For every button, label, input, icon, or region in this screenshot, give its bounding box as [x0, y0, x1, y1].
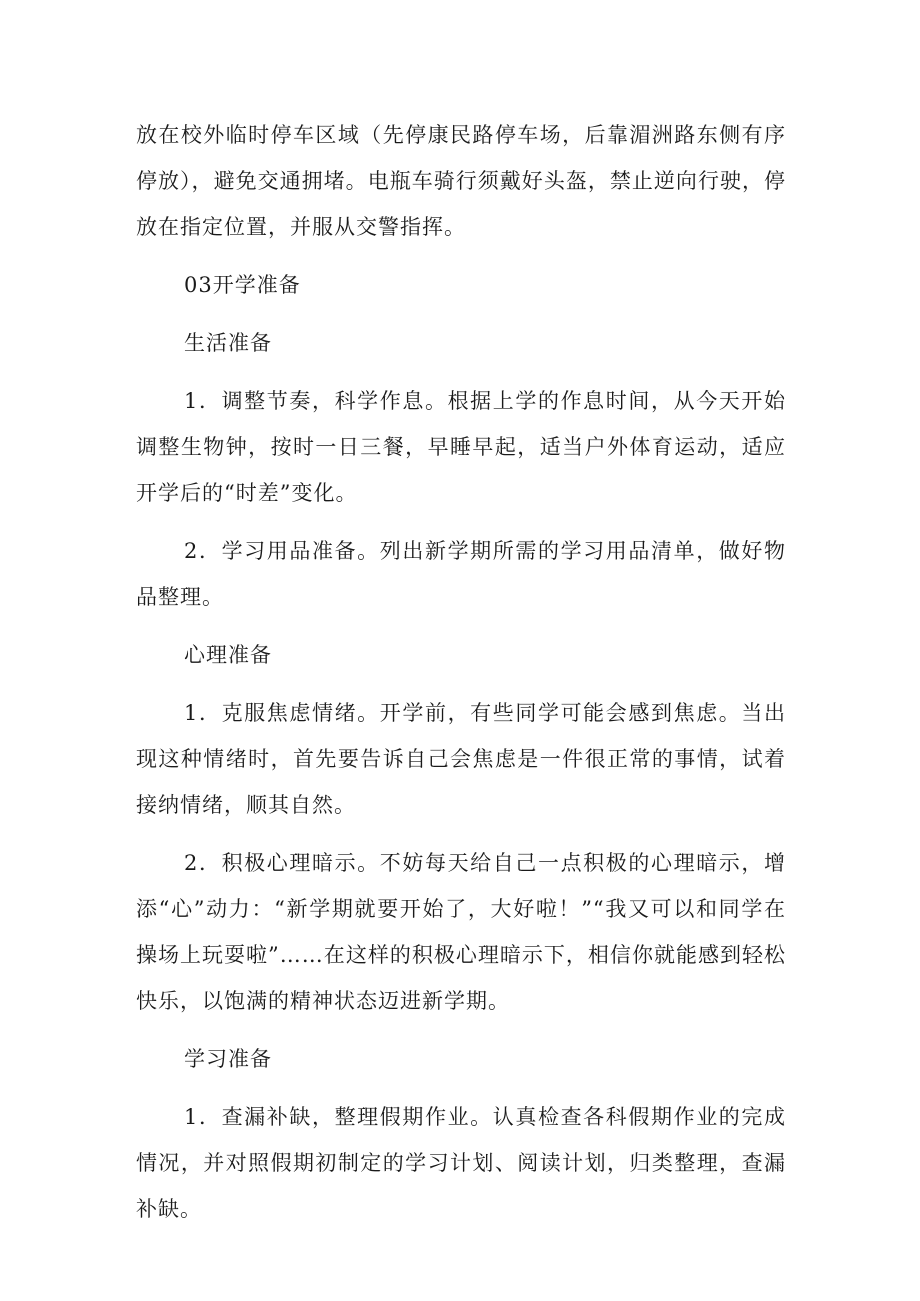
paragraph-check-homework: 1．查漏补缺，整理假期作业。认真检查各科假期作业的完成情况，并对照假期初制定的学习计划、阅读计划，归类整理，查漏补缺。 [136, 1105, 786, 1221]
document-body [136, 112, 786, 1232]
section-heading-school-start: 03开学准备 [184, 273, 301, 297]
paragraph-adjust-rhythm: 1．调整节奏，科学作息。根据上学的作息时间，从今天开始调整生物钟，按时一日三餐，早睡早起，适当户外体育运动，适应开学后的“时差”变化。 [136, 389, 786, 505]
paragraph-school-supplies: 2．学习用品准备。列出新学期所需的学习用品清单，做好物品整理。 [136, 539, 786, 609]
subheading-life-preparation: 生活准备 [184, 331, 272, 355]
subheading-mental-preparation: 心理准备 [184, 643, 272, 667]
paragraph-overcome-anxiety: 1．克服焦虑情绪。开学前，有些同学可能会感到焦虑。当出现这种情绪时，首先要告诉自己会焦虑是一件很正常的事情，试着接纳情绪，顺其自然。 [136, 701, 786, 817]
subheading-study-preparation: 学习准备 [184, 1047, 272, 1071]
paragraph-positive-suggestion: 2．积极心理暗示。不妨每天给自己一点积极的心理暗示，增添“心”动力：“新学期就要开始了，大好啦！”“我又可以和同学在操场上玩耍啦”……在这样的积极心理暗示下，相信你就能感到轻松快乐，以饱满的精神状态迈进新学期。 [136, 851, 786, 1013]
paragraph-parking: 放在校外临时停车区域（先停康民路停车场，后靠湄洲路东侧有序停放），避免交通拥堵。电瓶车骑行须戴好头盔，禁止逆向行驶，停放在指定位置，并服从交警指挥。 [136, 123, 786, 239]
